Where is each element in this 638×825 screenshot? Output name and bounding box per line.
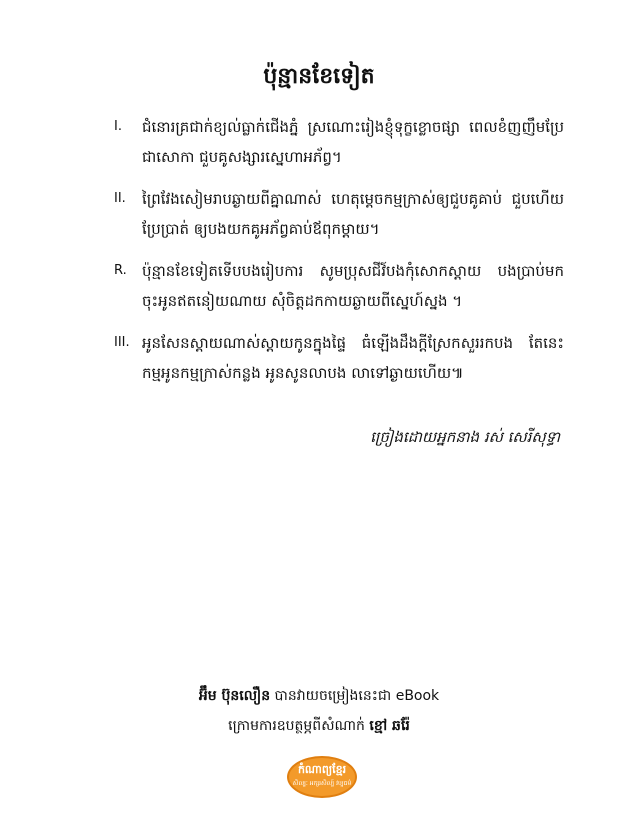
sponsor-text: ក្រោមការឧបត្ថម្ភពីសំណាក់: [228, 718, 365, 734]
verse-text: អូនសែនស្តាយណាស់ស្តាយកូនក្នុងផ្ទៃ ធំឡើងដឹងក្តីស្រែកសួររកបង តែនេះកម្មអូនកម្មក្រាស់កន្លង អូនសូនលាបង លាទៅឆ្ងាយហើយ៕: [142, 334, 564, 382]
verse-number: I.: [114, 119, 122, 134]
typist-text: បានវាយចម្រៀងនេះជា: [274, 688, 392, 704]
singer-credit: ច្រៀងដោយអ្នកនាង រស់ សេរីសុទ្ធា: [370, 428, 560, 446]
chorus: [114, 256, 564, 316]
sponsor-credit: [0, 716, 638, 737]
verse-number: III.: [114, 335, 130, 350]
verse-text: ជំនោរគ្រជាក់ខ្យល់ធ្លាក់ជើងភ្នំ ស្រណោះរៀងខ្ញុំទុក្ខខ្លោចផ្សា ពេលខំញញឹមប្រែជាសោកា ជួបគូសង្សារស្នេហាអភ័ព្វ។: [142, 118, 564, 166]
verse-number: R.: [114, 263, 127, 278]
logo-subtitle: សិល្បៈ អក្សរសិល្ប៍ វប្បធម៌: [292, 780, 352, 787]
sponsor-name: ខ្មៅ ឆរ៉ែ: [369, 718, 410, 734]
typist-name: អ៊ឹម ប៊ុនលឿន: [198, 688, 271, 704]
verse: [114, 328, 564, 388]
verse-text: ប៉ុន្មានខែទៀតទើបបងរៀបការ សូមប្រុសជីវ៍បងកុំសោកស្តាយ បងប្រាប់មកចុះអូនឥតនៀយណាយ សុំចិត្តដកកាយឆ្ងាយពីស្នេហ៍ស្នង ។: [142, 262, 564, 310]
verse: [114, 184, 564, 244]
verse-list: [114, 112, 564, 400]
typist-credit: [0, 686, 638, 707]
format-label: eBook: [395, 688, 440, 704]
verse: [114, 112, 564, 172]
song-title: ប៉ុន្មានខែទៀត: [263, 64, 375, 89]
publisher-logo: [287, 756, 357, 798]
verse-number: II.: [114, 191, 126, 206]
verse-text: ព្រៃវែងសៀមរាបឆ្ងាយពីគ្នាណាស់ ហេតុម្តេចកម្មក្រាស់ឲ្យជួបគូគាប់ ជួបហើយប្រែប្រាត់ ឲ្យបងយកគូអភ័ព្វគាប់ឪពុកម្តាយ។: [142, 190, 564, 238]
logo-title: កំណាព្យខ្មែរ: [297, 763, 347, 776]
